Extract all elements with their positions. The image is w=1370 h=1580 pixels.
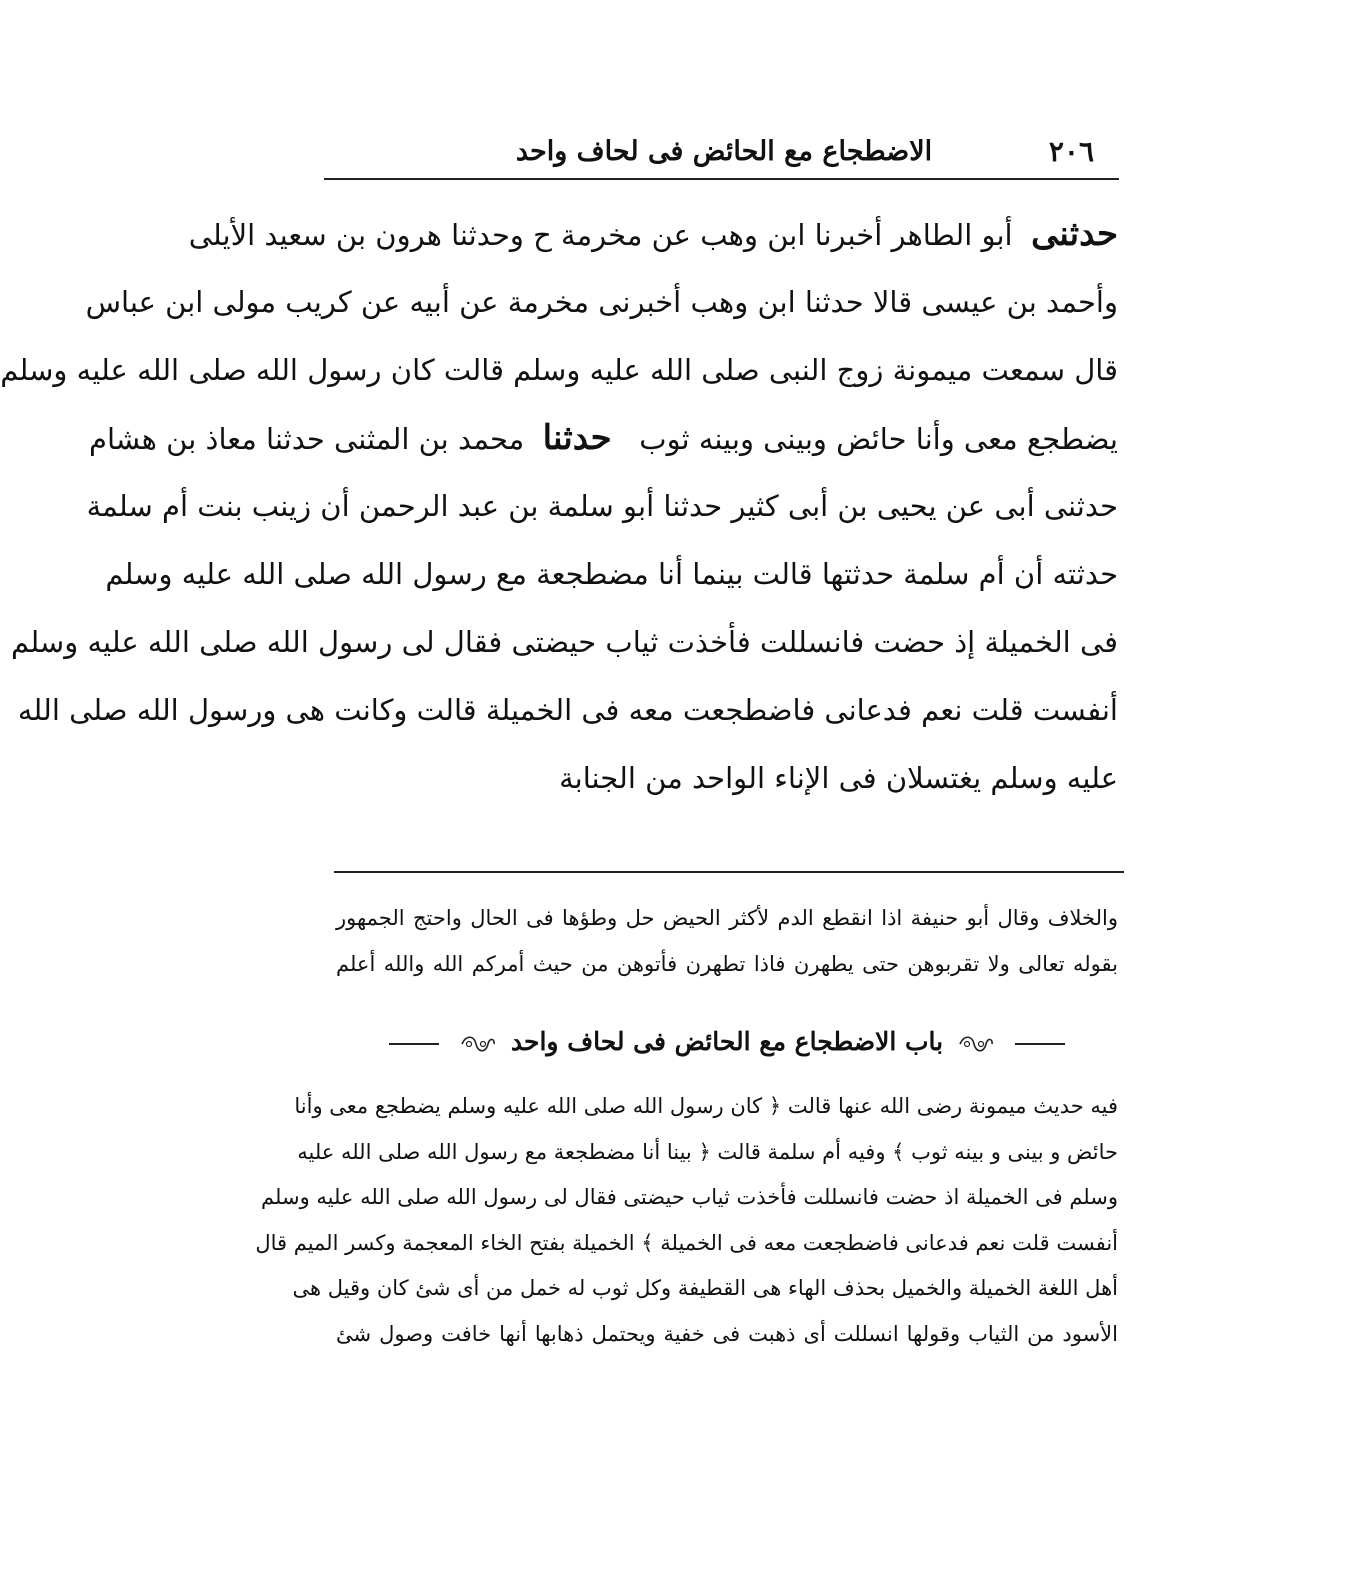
hadith-line-text: أبو الطاهر أخبرنا ابن وهب عن مخرمة ح وحدثنا هرون بن سعيد الأيلى — [188, 218, 1013, 252]
hadith-line — [89, 404, 1118, 472]
ornament-icon — [458, 1033, 498, 1055]
section-rule — [334, 871, 1124, 873]
commentary-text — [336, 895, 1118, 987]
chapter-title: باب الاضطجاع مع الحائض فى لحاف واحد — [510, 1027, 944, 1056]
commentary-line: والخلاف وقال أبو حنيفة اذا انقطع الدم لأكثر الحيض حل وطؤها فى الحال واحتج الجمهور — [336, 906, 1118, 930]
hadith-line-text: يضطجع معى وأنا حائض وبينى وبينه ثوب — [639, 422, 1118, 456]
header-rule — [324, 178, 1119, 180]
chapter-heading — [336, 1018, 1118, 1066]
ornament-icon — [956, 1033, 996, 1055]
commentary-line: بقوله تعالى ولا تقربوهن حتى يطهرن فاذا تطهرن فأتوهن من حيث أمركم الله والله أعلم — [336, 952, 1118, 976]
running-title: الاضطجاع مع الحائض فى لحاف واحد — [515, 136, 933, 167]
page-number: ٢٠٦ — [1048, 135, 1094, 168]
hadith-line: فى الخميلة إذ حضت فانسللت فأخذت ثياب حيضتى فقال لى رسول الله صلى الله عليه وسلم — [11, 625, 1118, 659]
commentary-line: أنفست قلت نعم فدعانى فاضطجعت معه فى الخميلة ﴾ الخميلة بفتح الخاء المعجمة وكسر الميم قال — [255, 1230, 1118, 1255]
commentary-line: حائض و بينى و بينه ثوب ﴾ وفيه أم سلمة قالت ﴿ بينا أنا مضطجعة مع رسول الله صلى الله عليه — [297, 1139, 1118, 1164]
commentary-line: وسلم فى الخميلة اذ حضت فانسللت فأخذت ثياب حيضتى فقال لى رسول الله صلى الله عليه وسلم — [261, 1185, 1118, 1209]
hadith-line: أنفست قلت نعم فدعانى فاضطجعت معه فى الخميلة قالت وكانت هى ورسول الله صلى الله — [17, 693, 1118, 727]
hadith-line: وأحمد بن عيسى قالا حدثنا ابن وهب أخبرنى مخرمة عن أبيه عن كريب مولى ابن عباس — [85, 285, 1118, 319]
hadith-keyword: حدثنا — [542, 418, 612, 458]
hadith-line: حدثنى أبى عن يحيى بن أبى كثير حدثنا أبو سلمة بن عبد الرحمن أن زينب بنت أم سلمة — [86, 489, 1118, 523]
hadith-line: حدثته أن أم سلمة حدثتها قالت بينما أنا مضطجعة مع رسول الله صلى الله عليه وسلم — [105, 557, 1118, 591]
page-header — [324, 132, 1124, 172]
hadith-line — [188, 200, 1118, 268]
hadith-text — [0, 200, 1118, 812]
hadith-keyword: حدثنى — [1031, 214, 1118, 254]
hadith-line: عليه وسلم يغتسلان فى الإناء الواحد من الجنابة — [559, 761, 1118, 795]
commentary-line: أهل اللغة الخميلة والخميل بحذف الهاء هى القطيفة وكل ثوب له خمل من أى شئ كان وقيل هى — [292, 1276, 1118, 1300]
heading-dash — [389, 1043, 439, 1045]
commentary-line: الأسود من الثياب وقولها انسللت أى ذهبت فى خفية ويحتمل ذهابها أنها خافت وصول شئ — [336, 1321, 1118, 1346]
heading-dash — [1015, 1043, 1065, 1045]
commentary-line: فيه حديث ميمونة رضى الله عنها قالت ﴿ كان رسول الله صلى الله عليه وسلم يضطجع معى وأنا — [294, 1094, 1118, 1118]
hadith-line: قال سمعت ميمونة زوج النبى صلى الله عليه وسلم قالت كان رسول الله صلى الله عليه وسلم — [0, 353, 1118, 387]
hadith-line-text: محمد بن المثنى حدثنا معاذ بن هشام — [89, 422, 525, 456]
chapter-commentary — [255, 1084, 1118, 1357]
